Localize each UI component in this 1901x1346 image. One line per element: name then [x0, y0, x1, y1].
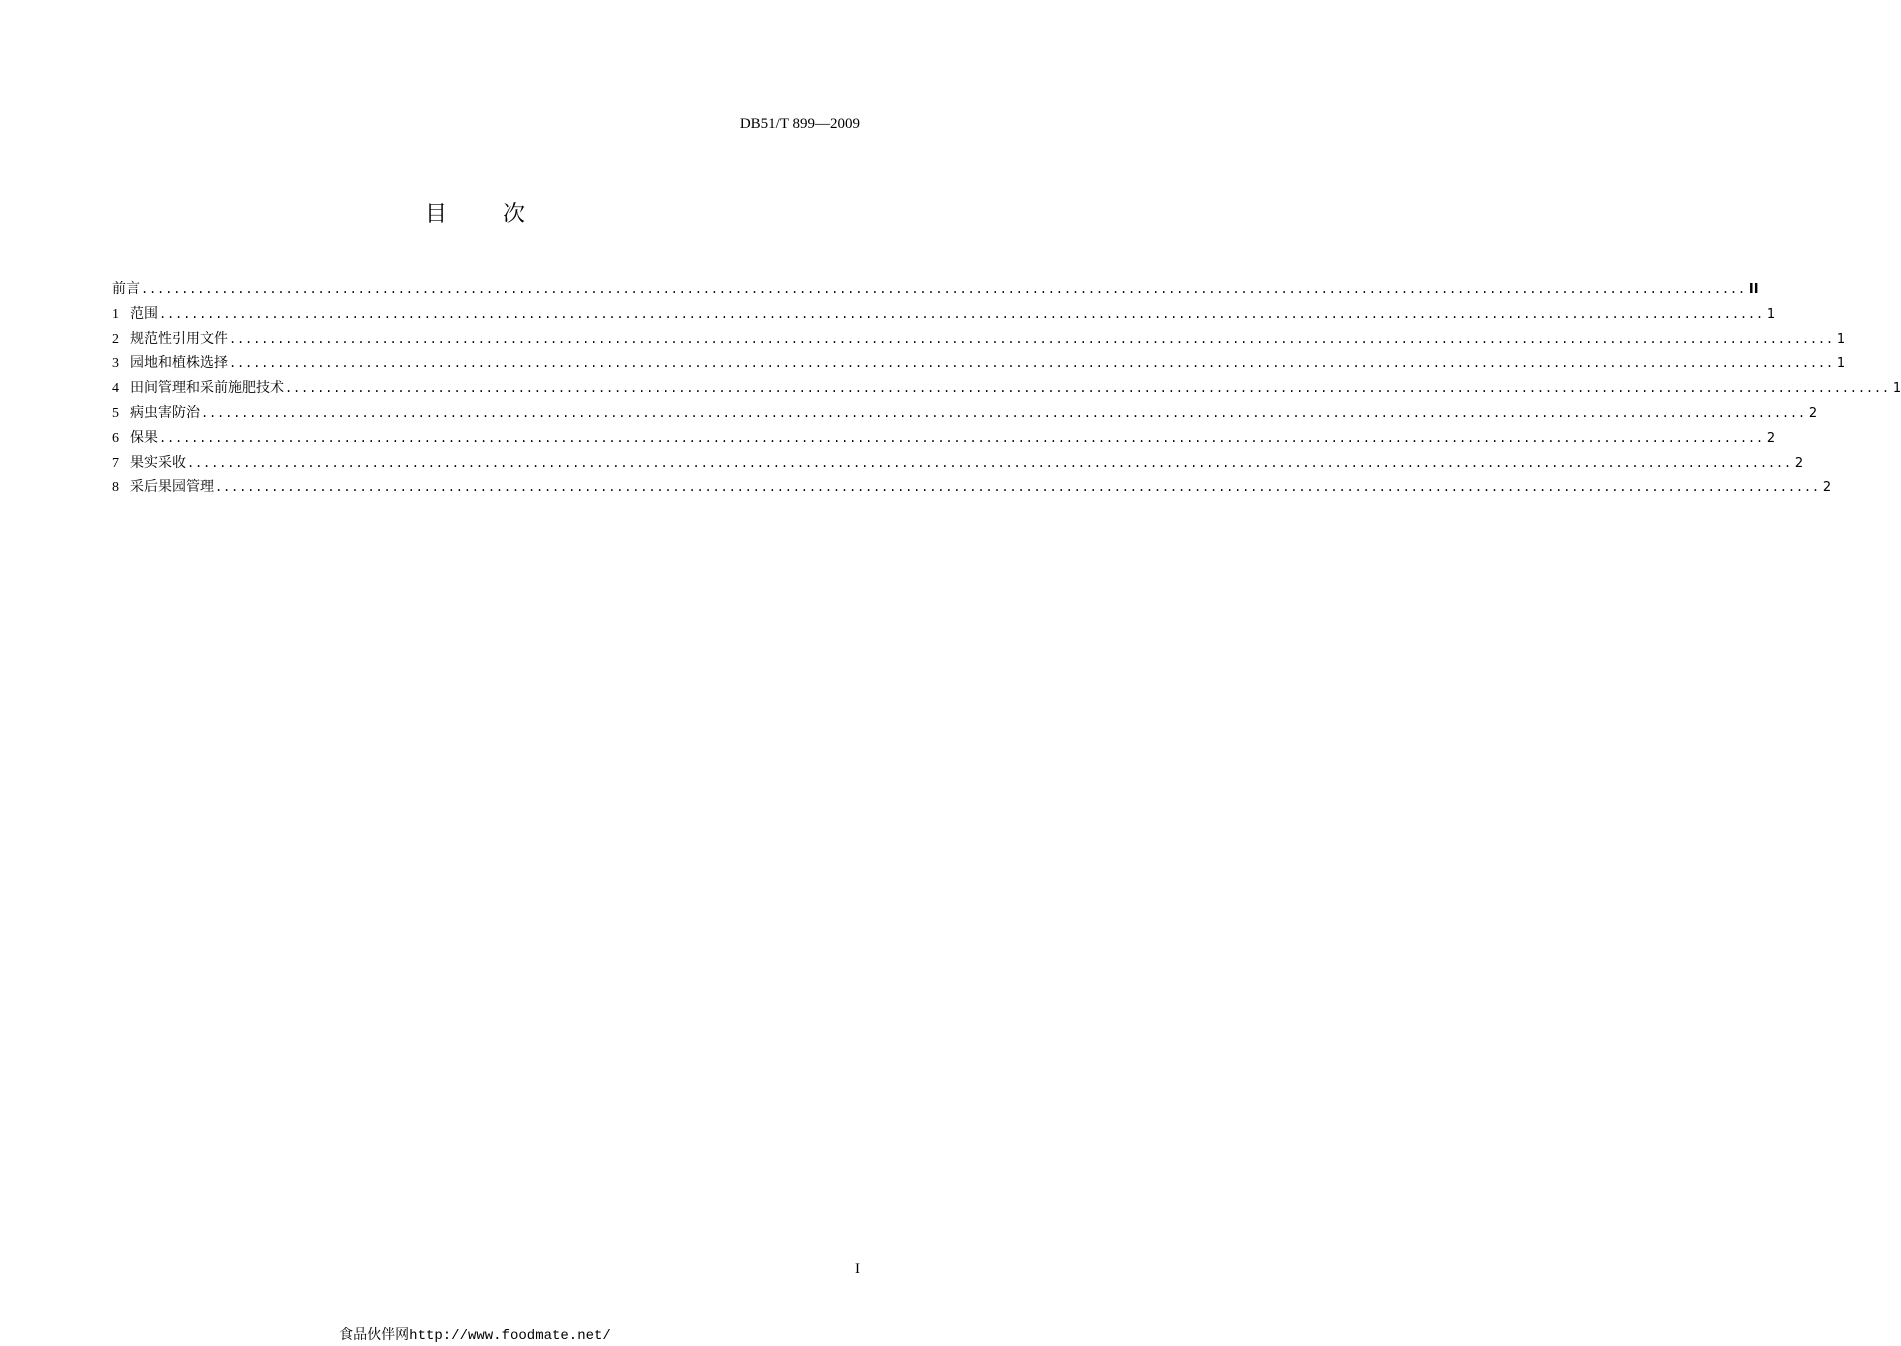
- toc-entry-label: 规范性引用文件: [130, 330, 228, 347]
- toc-entry-label: 田间管理和采前施肥技术: [130, 380, 284, 397]
- toc-dot-leader: ........................................................................................................................................................................................................: [159, 306, 1764, 321]
- toc-entry-label: 园地和植株选择: [130, 355, 228, 372]
- toc-entry-pest-control[interactable]: [112, 401, 1818, 426]
- toc-entry-page: II: [1748, 282, 1759, 297]
- toc-entry-label: 果实采收: [130, 454, 186, 471]
- toc-entry-harvest[interactable]: [112, 451, 1804, 476]
- toc-entry-page: 1: [1892, 381, 1901, 397]
- toc-entry-page: 1: [1766, 306, 1776, 322]
- toc-entry-label: 前言: [112, 281, 140, 297]
- toc-entry-number: 7: [112, 455, 119, 471]
- toc-entry-label: 病虫害防治: [130, 404, 200, 421]
- toc-entry-normative-references[interactable]: [112, 327, 1846, 352]
- footer-watermark: [0, 1325, 950, 1346]
- toc-entry-page: 1: [1836, 356, 1846, 372]
- footer-site-url[interactable]: http://www.foodmate.net/: [409, 1328, 611, 1344]
- toc-entry-scope[interactable]: [112, 302, 1776, 327]
- toc-entry-fruit-retention[interactable]: [112, 426, 1776, 451]
- toc-entry-foreword[interactable]: [112, 277, 1759, 302]
- toc-entry-number: 4: [112, 381, 119, 397]
- footer-site-name: 食品伙伴网: [339, 1327, 410, 1343]
- toc-dot-leader: ........................................................................................................................................................................................................: [159, 430, 1764, 445]
- toc-entry-number: 6: [112, 430, 119, 446]
- toc-entry-page: 1: [1836, 331, 1846, 347]
- toc-entry-number: 8: [112, 480, 119, 496]
- toc-dot-leader: ........................................................................................................................................................................................................: [141, 282, 1746, 296]
- toc-entry-number: 3: [112, 356, 119, 372]
- toc-entry-post-harvest[interactable]: [112, 475, 1832, 500]
- toc-entry-number: 2: [112, 331, 119, 347]
- toc-entry-number: 1: [112, 306, 119, 322]
- toc-title: 目次: [424, 202, 581, 227]
- toc-entry-label: 采后果园管理: [130, 479, 214, 496]
- toc-entry-number: 5: [112, 405, 119, 421]
- table-of-contents: [112, 277, 1901, 500]
- toc-entry-field-management[interactable]: [112, 376, 1901, 401]
- toc-entry-page: 2: [1794, 455, 1804, 471]
- toc-dot-leader: ........................................................................................................................................................................................................: [187, 455, 1792, 470]
- page-number: I: [855, 1261, 860, 1277]
- document-code: DB51/T 899—2009: [739, 116, 860, 132]
- toc-dot-leader: ........................................................................................................................................................................................................: [285, 381, 1890, 396]
- toc-dot-leader: ........................................................................................................................................................................................................: [201, 405, 1806, 420]
- toc-entry-page: 2: [1766, 430, 1776, 446]
- toc-entry-label: 保果: [130, 429, 158, 446]
- toc-dot-leader: ........................................................................................................................................................................................................: [229, 356, 1834, 371]
- toc-entry-page: 2: [1822, 480, 1832, 496]
- toc-dot-leader: ........................................................................................................................................................................................................: [215, 480, 1820, 495]
- toc-entry-label: 范围: [130, 305, 158, 322]
- toc-entry-site-selection[interactable]: [112, 351, 1846, 376]
- toc-entry-page: 2: [1808, 405, 1818, 421]
- toc-dot-leader: ........................................................................................................................................................................................................: [229, 331, 1834, 346]
